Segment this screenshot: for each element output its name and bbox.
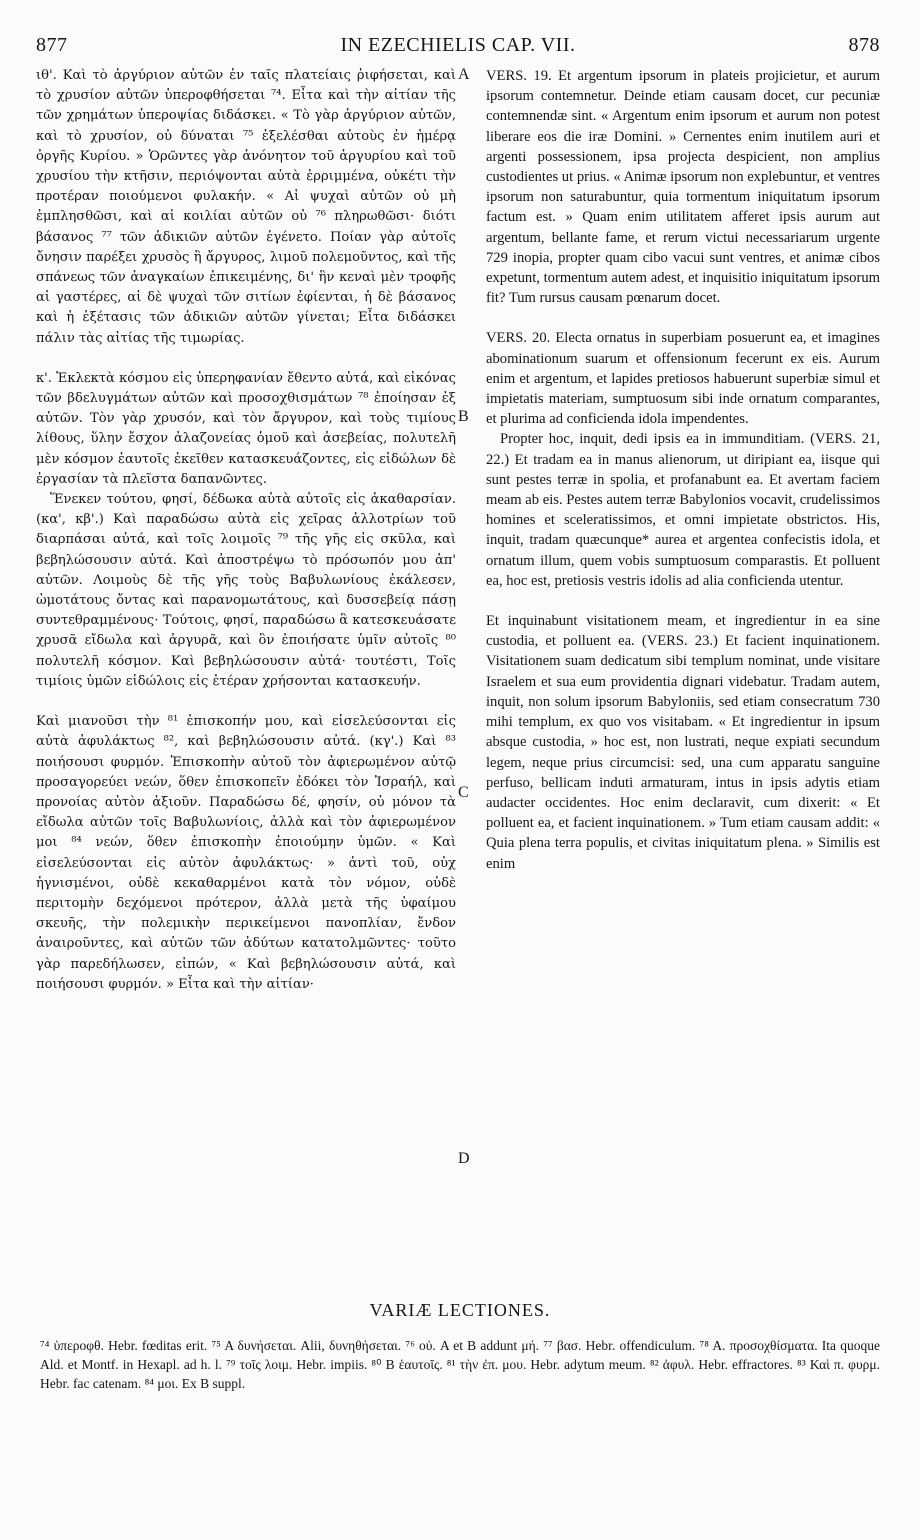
variae-lectiones-heading: VARIÆ LECTIONES.: [369, 1300, 551, 1320]
margin-letter-b: B: [458, 408, 469, 425]
right-page-number: 878: [848, 34, 880, 56]
greek-paragraph: ιθ'. Καὶ τὸ ἀργύριον αὐτῶν ἐν ταῖς πλατείαις ῥιφήσεται, καὶ τὸ χρυσίον αὐτῶν ὑπεροφθήσεται ⁷⁴. Εἶτα καὶ τὴν αἰτίαν τῆς τῶν χρημάτων ὑπεροψίας διδάσκει. « Τὸ γὰρ ἀργύριον αὐτῶν, καὶ τὸ χρυσίον, οὐ δύναται ⁷⁵ ἐξελέσθαι αὐτοὺς ἐν ἡμέρᾳ ὀργῆς Κυρίου. » Ὁρῶντες γὰρ ἀνόνητον τοῦ ἀργυρίου καὶ τοῦ χρυσίου τὴν κτῆσιν, περιόψονται αὐτὰ ἐρριμμένα, οὐκέτι τὴν προτέραν ποιούμενοι φυλακήν. « Αἱ ψυχαὶ αὐτῶν οὐ μὴ ἐμπλησθῶσι, καὶ αἱ κοιλίαι αὐτῶν οὐ ⁷⁶ πληρωθῶσι· διότι βάσανος ⁷⁷ τῶν ἀδικιῶν αὐτῶν ἐγένετο. Ποίαν γὰρ αὐτοῖς ὄνησιν παρέξει χρυσὸς ἢ ἄργυρος, λιμοῦ πολεμοῦντος, καὶ τῆς σπάνεως τῶν ἀναγκαίων ἐπικειμένης, δι' ἣν κεναὶ μὲν τροφῆς αἱ γαστέρες, αἱ δὲ ψυχαὶ τῶν σιτίων ἐφίενται, ἡ δὲ βάσανος καὶ ἡ ἐξέτασις τῶν ἀδικιῶν αὐτῶν γίνεται; Εἶτα διδάσκει πάλιν τὰς αἰτίας τῆς τιμωρίας.: [36, 68, 456, 346]
page-header: [36, 34, 880, 64]
margin-letter-a: A: [458, 66, 470, 83]
latin-column: [486, 66, 880, 874]
greek-paragraph: Καὶ μιανοῦσι τὴν ⁸¹ ἐπισκοπήν μου, καὶ εἰσελεύσονται εἰς αὐτὰ ἀφυλάκτως ⁸², καὶ βεβηλώσουσιν αὐτά. (κγ'.) Καὶ ⁸³ ποιήσουσι φυρμόν. Ἐπισκοπὴν αὐτοῦ τὸν ἀφιερωμένον αὐτῷ προσαγορεύει νεών, ὅθεν ἐπισκοπεῖν ἐδόκει τὸν Ἰσραήλ, καὶ προνοίας αὐτὸν ἀξιοῦν. Παραδώσω δέ, φησίν, οὐ μόνον τὰ εἴδωλα αὐτῶν τοῖς Βαβυλωνίοις, ἀλλὰ καὶ τὸν ἀφιερωμένον μοι ⁸⁴ νεών, ὅθεν ἐπισκοπὴν ἐποιούμην ὑμῶν. « Καὶ εἰσελεύσονται εἰς αὐτὸν ἀφυλάκτως· » ἀντὶ τοῦ, οὐχ ἡγνισμένοι, οὐδὲ κεκαθαρμένοι κατὰ τὸν νόμον, οὐδὲ περιτομὴν δεχόμενοι πρότερον, ἀλλὰ μετὰ τῆς ὑφαίμου σκευῆς, τὴν πολεμικὴν περικείμενοι πανοπλίαν, ἔνδον ἀναιροῦντες, καὶ αὐτῶν τῶν ἀδύτων κατατολμῶντες· τοῦτο γὰρ παρεδήλωσεν, εἰπών, « Καὶ βεβηλώσουσιν αὐτά, καὶ ποιήσουσι φυρμόν. » Εἶτα καὶ τὴν αἰτίαν·: [36, 714, 456, 992]
variae-lectiones-notes: [40, 1336, 880, 1393]
greek-paragraph: κ'. Ἐκλεκτὰ κόσμου εἰς ὑπερηφανίαν ἔθεντο αὐτά, καὶ εἰκόνας τῶν βδελυγμάτων αὐτῶν καὶ προσοχθισμάτων ⁷⁸ ἐποίησαν ἐξ αὐτῶν. Τὸν γὰρ χρυσόν, καὶ τὸν ἄργυρον, καὶ τοὺς τιμίους λίθους, ὕλην ἔσχον ἀλαζονείας ὁμοῦ καὶ ἀσεβείας, πολυτελῆ μὲν κόσμον ἑαυτοῖς ἐκεῖθεν κατασκευάζοντες, εἰς εἰδώλων δὲ ἐργασίαν τὰ πλεῖστα δαπανῶντες.: [36, 370, 456, 487]
greek-paragraph: Ἕνεκεν τούτου, φησί, δέδωκα αὐτὰ αὐτοῖς εἰς ἀκαθαρσίαν. (κα', κβ'.) Καὶ παραδώσω αὐτὰ εἰς χεῖρας ἀλλοτρίων τοῦ διαρπάσαι αὐτά, καὶ τοῖς λοιμοῖς ⁷⁹ τῆς γῆς εἰς σκῦλα, καὶ βεβηλώσουσιν αὐτά. Καὶ ἀποστρέψω τὸ πρόσωπόν μου ἀπ' αὐτῶν. Λοιμοὺς δὲ τῆς γῆς τοὺς Βαβυλωνίους ἐκάλεσεν, ὠμοτάτους ὄντας καὶ παρανομωτάτους, καὶ δυσσεβείᾳ πάσῃ συντεθραμμένους· Τούτοις, φησί, παραδώσω ἃ κατεσκευάσατε χρυσᾶ εἴδωλα καὶ ἀργυρᾶ, καὶ ὃν ἐποιήσατε ὑμῖν αὐτοῖς ⁸⁰ πολυτελῆ κόσμον. Καὶ βεβηλώσουσιν αὐτά· τουτέστι, Τοῖς τιμίοις ὑμῶν εἰδώλοις εἰς ἑτέραν χρήσονται κατασκευήν.: [36, 492, 456, 689]
greek-column: [36, 66, 456, 995]
latin-paragraph: Propter hoc, inquit, dedi ipsis ea in immunditiam. (VERS. 21, 22.) Et tradam ea in manus alienorum, ut diripiant ea, iisque qui sunt pestes terræ in spolia, et profanabunt ea. Et avertam faciem meam ab eis. Pestes autem terræ Babylonios vocavit, crudelissimos homines et sceleratissimos, et omni impietate obstrictos. His, inquit, tradam quæcunque* aurea et argentea confecistis idola, et ornatum illum, quem vobis sumptuosum comparastis. Et polluent ea, hoc est, pretiosis vestris idolis ad alia conficienda utentur.: [486, 431, 880, 589]
footnotes-text: ⁷⁴ ὑπεροφθ. Hebr. fœditas erit. ⁷⁵ A δυνήσεται. Alii, δυνηθήσεται. ⁷⁶ οὐ. A et B addunt μή. ⁷⁷ βασ. Hebr. offendiculum. ⁷⁸ A. προσοχθίσματα. Ita quoque Ald. et Montf. in Hexapl. ad h. l. ⁷⁹ τοῖς λοιμ. Hebr. impiis. ⁸⁰ B ἑαυτοῖς. ⁸¹ τὴν ἐπ. μου. Hebr. adytum meum. ⁸² ἀφυλ. Hebr. effractores. ⁸³ Καὶ π. φυρμ. Hebr. fac catenam. ⁸⁴ μοι. Ex B suppl.: [40, 1338, 880, 1391]
latin-paragraph: VERS. 20. Electa ornatus in superbiam posuerunt ea, et imagines abominationum suarum et offensionum fecerunt ex eis. Aurum enim et argentum, et lapides pretiosos habuerunt superbiæ simul et impietatis materiam, sumptuosum sibi inde ornatum comparantes, et plurima ad conficienda idola impendentes.: [486, 330, 880, 428]
margin-letter-d: D: [458, 1150, 470, 1167]
running-title: IN EZECHIELIS CAP. VII.: [340, 34, 576, 56]
latin-paragraph: VERS. 19. Et argentum ipsorum in plateis projicietur, et aurum ipsorum contemnetur. Deinde etiam causam docet, cur pecuniæ contemnendæ sint. « Argentum enim ipsorum et aurum non potest liberare eos die iræ Domini. » Cernentes enim inutilem auri et argenti possessionem, ipsa projecta despicient, non amplius custodientes ut prius. « Animæ ipsorum non explebuntur, et ventres ipsorum non saturabuntur, quia tormentum iniquitatum ipsorum factum est. » Quam enim utilitatem afferet ipsis aurum aut argentum, bellante fame, et rerum victui necessariarum urgente 729 inopia, propter quam cibo vacui sunt ventres, et animæ cibos expetunt, tormentum autem adest, et inquisitio iniquitatum ipsorum fit? Tum rursus causam pœnarum docet.: [486, 68, 880, 307]
margin-letter-c: C: [458, 784, 469, 801]
left-page-number: 877: [36, 34, 68, 56]
latin-paragraph: Et inquinabunt visitationem meam, et ingredientur in ea sine custodia, et polluent ea. (VERS. 23.) Et facient inquinationem. Visitationem suam dedicatum sibi templum nominat, unde visitare Israelem et sua eum providentia dignari videbatur. Tradam autem, inquit, non solum ipsorum Babyloniis, sed etiam consecratum 730 mihi templum, ex quo vos visitabam. « Et ingredientur in ipsum absque custodia, » hoc est, non lustrati, neque expiati secundum legem, neque prius circumcisi: sed, una cum apparatu sanguine perfuso, bellicam induti armaturam, intus in ipsis adytis etiam audacter occidentes. Hoc enim declaravit, cum dixerit: « Et polluent ea, et facient inquinationem. » Tum etiam causam addit: « Quia plena terra populis, et civitas iniquitatum plena. » Similis est enim: [486, 613, 880, 872]
